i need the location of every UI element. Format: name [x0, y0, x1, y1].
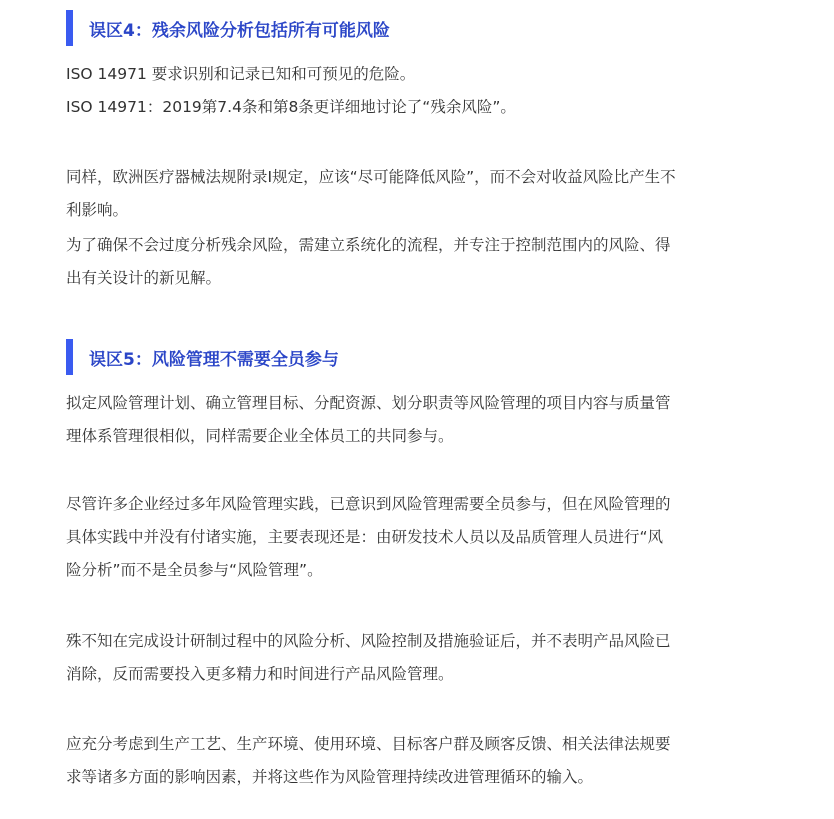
- section-heading-text: 误区5：风险管理不需要全员参与: [89, 349, 339, 370]
- paragraph: [66, 58, 756, 91]
- paragraph: [66, 387, 756, 453]
- paragraph-line: 应充分考虑到生产工艺、生产环境、使用环境、目标客户群及顾客反馈、相关法律法规要: [66, 735, 671, 753]
- paragraph: [66, 91, 756, 124]
- paragraph-line: 尽管许多企业经过多年风险管理实践，已意识到风险管理需要全员参与，但在风险管理的: [66, 495, 671, 513]
- paragraph: [66, 625, 756, 691]
- paragraph-line: 利影响。: [66, 201, 129, 219]
- paragraph-line: 理体系管理很相似，同样需要企业全体员工的共同参与。: [66, 427, 454, 445]
- paragraph-line: ISO 14971 要求识别和记录已知和可预见的危险。: [66, 65, 416, 83]
- paragraph-line: 消除，反而需要投入更多精力和时间进行产品风险管理。: [66, 665, 454, 683]
- paragraph-line: 具体实践中并没有付诸实施，主要表现还是：由研发技术人员以及品质管理人员进行“风: [66, 528, 664, 546]
- paragraph-line: 求等诸多方面的影响因素，并将这些作为风险管理持续改进管理循环的输入。: [66, 768, 594, 786]
- paragraph-line: 同样，欧洲医疗器械法规附录I规定，应该“尽可能降低风险”，而不会对收益风险比产生不: [66, 168, 676, 186]
- paragraph-line: 为了确保不会过度分析残余风险，需建立系统化的流程，并专注于控制范围内的风险、得: [66, 236, 671, 254]
- paragraph: [66, 161, 756, 227]
- paragraph-line: 险分析”而不是全员参与“风险管理”。: [66, 561, 323, 579]
- section-heading-text: 误区4：残余风险分析包括所有可能风险: [89, 20, 390, 41]
- paragraph-line: 拟定风险管理计划、确立管理目标、分配资源、划分职责等风险管理的项目内容与质量管: [66, 394, 671, 412]
- section-heading-myth-5: [66, 339, 339, 375]
- paragraph-line: 出有关设计的新见解。: [66, 269, 222, 287]
- paragraph: [66, 488, 756, 587]
- paragraph-line: 殊不知在完成设计研制过程中的风险分析、风险控制及措施验证后，并不表明产品风险已: [66, 632, 671, 650]
- paragraph-line: ISO 14971：2019第7.4条和第8条更详细地讨论了“残余风险”。: [66, 98, 516, 116]
- paragraph: [66, 229, 756, 295]
- section-heading-myth-4: [66, 10, 390, 46]
- paragraph: [66, 728, 756, 794]
